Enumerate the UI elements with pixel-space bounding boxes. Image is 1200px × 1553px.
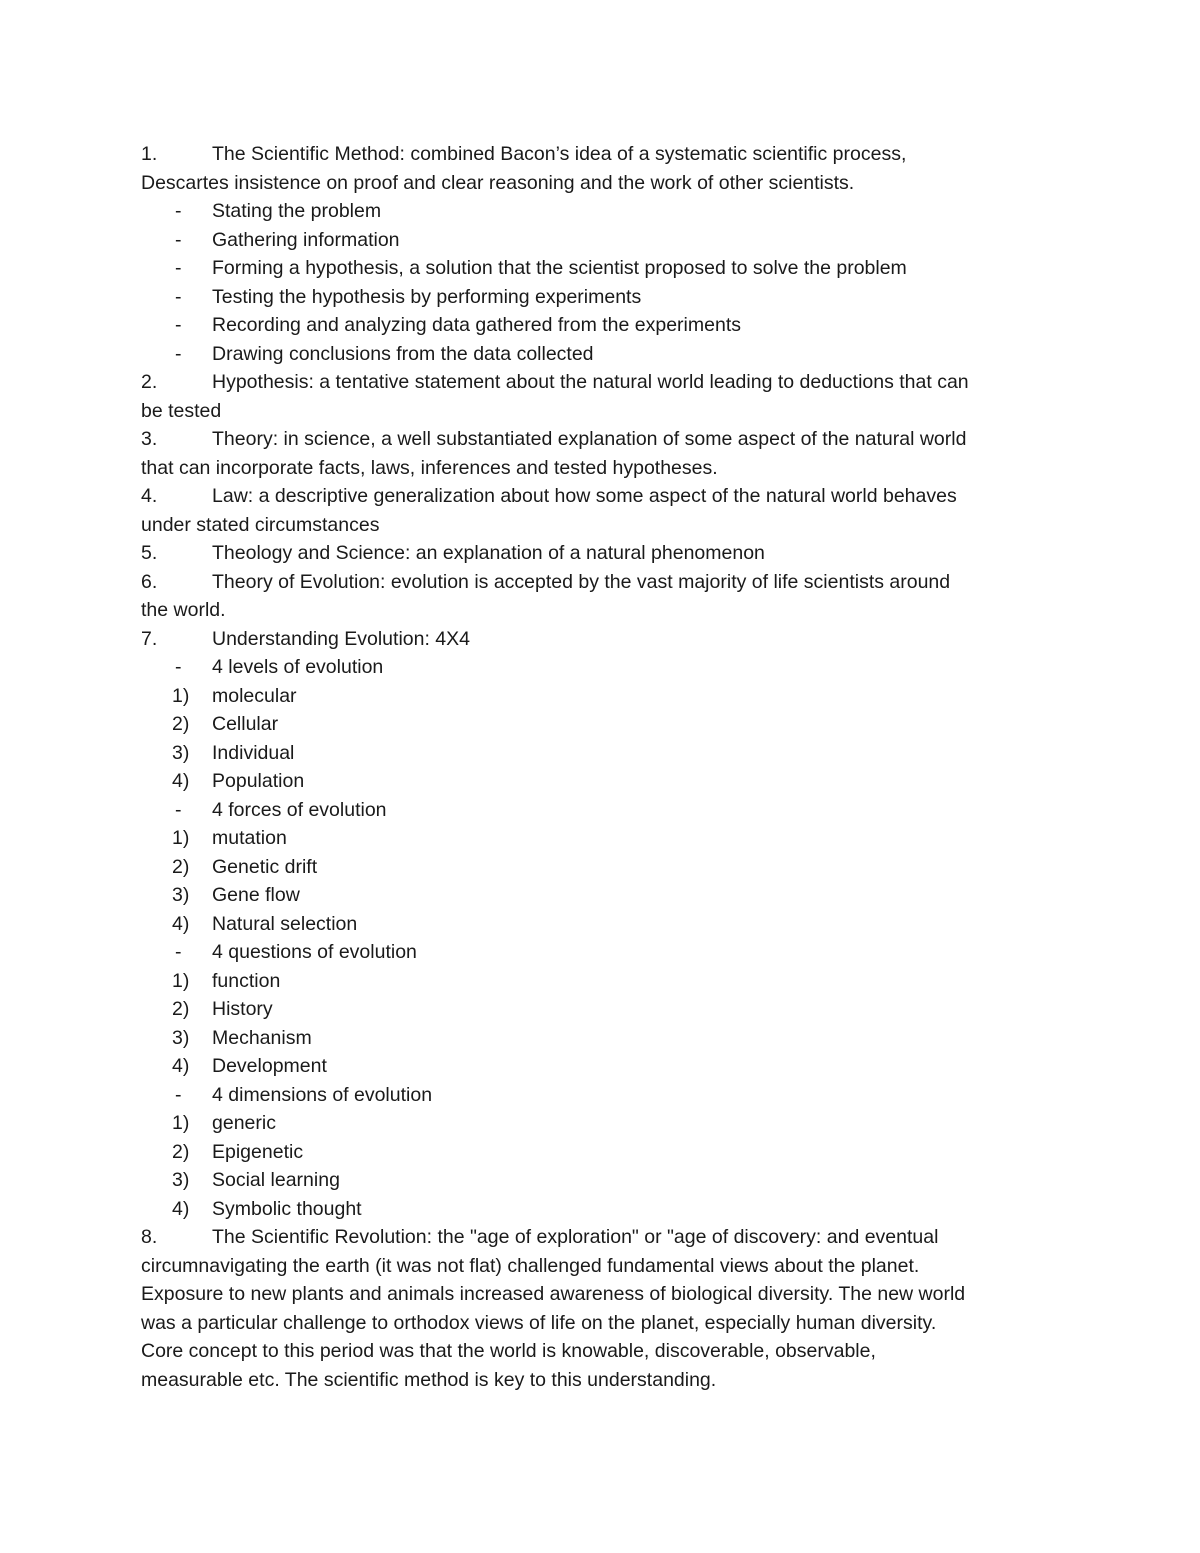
entry-marker: 3) bbox=[172, 884, 190, 906]
item-number: 6. bbox=[141, 570, 158, 593]
list-item bbox=[141, 1223, 1061, 1394]
entry-marker: 2) bbox=[172, 998, 190, 1020]
numbered-entry bbox=[141, 910, 1061, 939]
numbered-entry bbox=[141, 967, 1061, 996]
numbered-entry bbox=[141, 1109, 1061, 1138]
numbered-entry bbox=[141, 1138, 1061, 1167]
entry-text: Natural selection bbox=[212, 912, 358, 935]
entry-marker: 4) bbox=[172, 912, 190, 935]
entry-marker: 3) bbox=[172, 1026, 190, 1049]
entry-marker: 3) bbox=[172, 1169, 190, 1191]
item-number: 2. bbox=[141, 371, 158, 393]
group-title: 4 questions of evolution bbox=[212, 941, 417, 963]
entry-marker: 1) bbox=[172, 684, 190, 707]
item-text-continued: Core concept to this period was that the world is knowable, discoverable, observable, bbox=[141, 1340, 876, 1362]
list-item bbox=[141, 368, 1061, 425]
bullet-text: Testing the hypothesis by performing experiments bbox=[212, 285, 642, 308]
entry-text: Individual bbox=[212, 741, 295, 764]
dash-marker: - bbox=[175, 941, 182, 963]
list-item bbox=[141, 625, 1061, 1224]
list-item bbox=[141, 140, 1061, 368]
entry-text: molecular bbox=[212, 684, 297, 707]
numbered-entry bbox=[141, 995, 1061, 1024]
item-text: Hypothesis: a tentative statement about the natural world leading to deductions that can bbox=[212, 371, 969, 393]
item-text: Understanding Evolution: 4X4 bbox=[212, 627, 471, 650]
entry-marker: 2) bbox=[172, 1140, 190, 1163]
item-text: The Scientific Method: combined Bacon’s idea of a systematic scientific process, bbox=[212, 143, 907, 165]
numbered-entry bbox=[141, 824, 1061, 853]
entry-text: generic bbox=[212, 1112, 276, 1134]
group-heading bbox=[141, 653, 1061, 682]
dash-marker: - bbox=[175, 200, 182, 222]
bullet-item bbox=[141, 340, 1061, 369]
item-text-continued: be tested bbox=[141, 399, 222, 422]
bullet-text: Drawing conclusions from the data collected bbox=[212, 342, 594, 365]
item-number: 4. bbox=[141, 485, 158, 507]
entry-marker: 4) bbox=[172, 1055, 190, 1077]
entry-text: Mechanism bbox=[212, 1026, 312, 1049]
group-heading bbox=[141, 938, 1061, 967]
list-item bbox=[141, 482, 1061, 539]
entry-marker: 3) bbox=[172, 741, 190, 764]
dash-marker: - bbox=[175, 228, 182, 251]
list-item bbox=[141, 425, 1061, 482]
item-text-continued: Exposure to new plants and animals increased awareness of biological diversity. The new world bbox=[141, 1283, 966, 1305]
numbered-entry bbox=[141, 1024, 1061, 1053]
list-item bbox=[141, 539, 1061, 568]
numbered-entry bbox=[141, 1052, 1061, 1081]
item-text-continued: the world. bbox=[141, 599, 226, 621]
entry-text: Symbolic thought bbox=[212, 1197, 362, 1220]
item-number: 5. bbox=[141, 542, 158, 564]
item-number: 3. bbox=[141, 428, 158, 450]
entry-text: History bbox=[212, 998, 273, 1020]
bullet-item bbox=[141, 226, 1061, 255]
entry-marker: 2) bbox=[172, 855, 190, 878]
group-title: 4 forces of evolution bbox=[212, 798, 387, 821]
dash-marker: - bbox=[175, 257, 182, 279]
item-number: 7. bbox=[141, 627, 158, 650]
entry-text: Social learning bbox=[212, 1169, 340, 1191]
entry-marker: 1) bbox=[172, 1112, 190, 1134]
bullet-item bbox=[141, 311, 1061, 340]
bullet-text: Stating the problem bbox=[212, 200, 382, 222]
dash-marker: - bbox=[175, 1083, 182, 1106]
item-text: Theory of Evolution: evolution is accepted by the vast majority of life scientists around bbox=[212, 570, 951, 593]
dash-marker: - bbox=[175, 314, 182, 336]
entry-text: Epigenetic bbox=[212, 1140, 304, 1163]
entry-marker: 4) bbox=[172, 770, 190, 792]
document-page bbox=[141, 140, 1061, 1394]
group-heading bbox=[141, 1081, 1061, 1110]
item-text-continued: circumnavigating the earth (it was not flat) challenged fundamental views about the planet. bbox=[141, 1254, 920, 1277]
entry-text: Development bbox=[212, 1055, 327, 1077]
entry-text: Population bbox=[212, 770, 305, 792]
item-text: The Scientific Revolution: the "age of exploration" or "age of discovery: and eventual bbox=[212, 1226, 939, 1248]
dash-marker: - bbox=[175, 285, 182, 308]
item-number: 1. bbox=[141, 143, 158, 165]
item-text-continued: under stated circumstances bbox=[141, 513, 380, 536]
item-text: Law: a descriptive generalization about how some aspect of the natural world behaves bbox=[212, 485, 957, 507]
numbered-entry bbox=[141, 767, 1061, 796]
entry-marker: 2) bbox=[172, 713, 190, 735]
entry-marker: 4) bbox=[172, 1197, 190, 1220]
bullet-text: Recording and analyzing data gathered from the experiments bbox=[212, 314, 741, 336]
numbered-entry bbox=[141, 853, 1061, 882]
bullet-item bbox=[141, 197, 1061, 226]
item-text: Theology and Science: an explanation of a natural phenomenon bbox=[212, 542, 765, 564]
item-text-continued: measurable etc. The scientific method is key to this understanding. bbox=[141, 1368, 717, 1391]
numbered-entry bbox=[141, 710, 1061, 739]
entry-text: Gene flow bbox=[212, 884, 300, 906]
numbered-entry bbox=[141, 1195, 1061, 1224]
entry-text: Genetic drift bbox=[212, 855, 318, 878]
numbered-entry bbox=[141, 739, 1061, 768]
bullet-text: Forming a hypothesis, a solution that the scientist proposed to solve the problem bbox=[212, 257, 907, 279]
list-item bbox=[141, 568, 1061, 625]
entry-text: function bbox=[212, 969, 281, 992]
entry-marker: 1) bbox=[172, 827, 190, 849]
item-text-continued: that can incorporate facts, laws, inferences and tested hypotheses. bbox=[141, 456, 718, 479]
bullet-item bbox=[141, 254, 1061, 283]
dash-marker: - bbox=[175, 798, 182, 821]
item-number: 8. bbox=[141, 1226, 158, 1248]
group-title: 4 dimensions of evolution bbox=[212, 1083, 433, 1106]
numbered-entry bbox=[141, 881, 1061, 910]
entry-marker: 1) bbox=[172, 969, 190, 992]
item-text-continued: was a particular challenge to orthodox views of life on the planet, especially human diversity. bbox=[141, 1311, 937, 1334]
numbered-entry bbox=[141, 682, 1061, 711]
group-heading bbox=[141, 796, 1061, 825]
group-title: 4 levels of evolution bbox=[212, 656, 384, 678]
item-text-continued: Descartes insistence on proof and clear reasoning and the work of other scientists. bbox=[141, 171, 855, 194]
entry-text: Cellular bbox=[212, 713, 279, 735]
entry-text: mutation bbox=[212, 827, 287, 849]
numbered-entry bbox=[141, 1166, 1061, 1195]
bullet-item bbox=[141, 283, 1061, 312]
dash-marker: - bbox=[175, 656, 182, 678]
bullet-text: Gathering information bbox=[212, 228, 400, 251]
dash-marker: - bbox=[175, 342, 182, 365]
item-text: Theory: in science, a well substantiated explanation of some aspect of the natural world bbox=[212, 428, 967, 450]
